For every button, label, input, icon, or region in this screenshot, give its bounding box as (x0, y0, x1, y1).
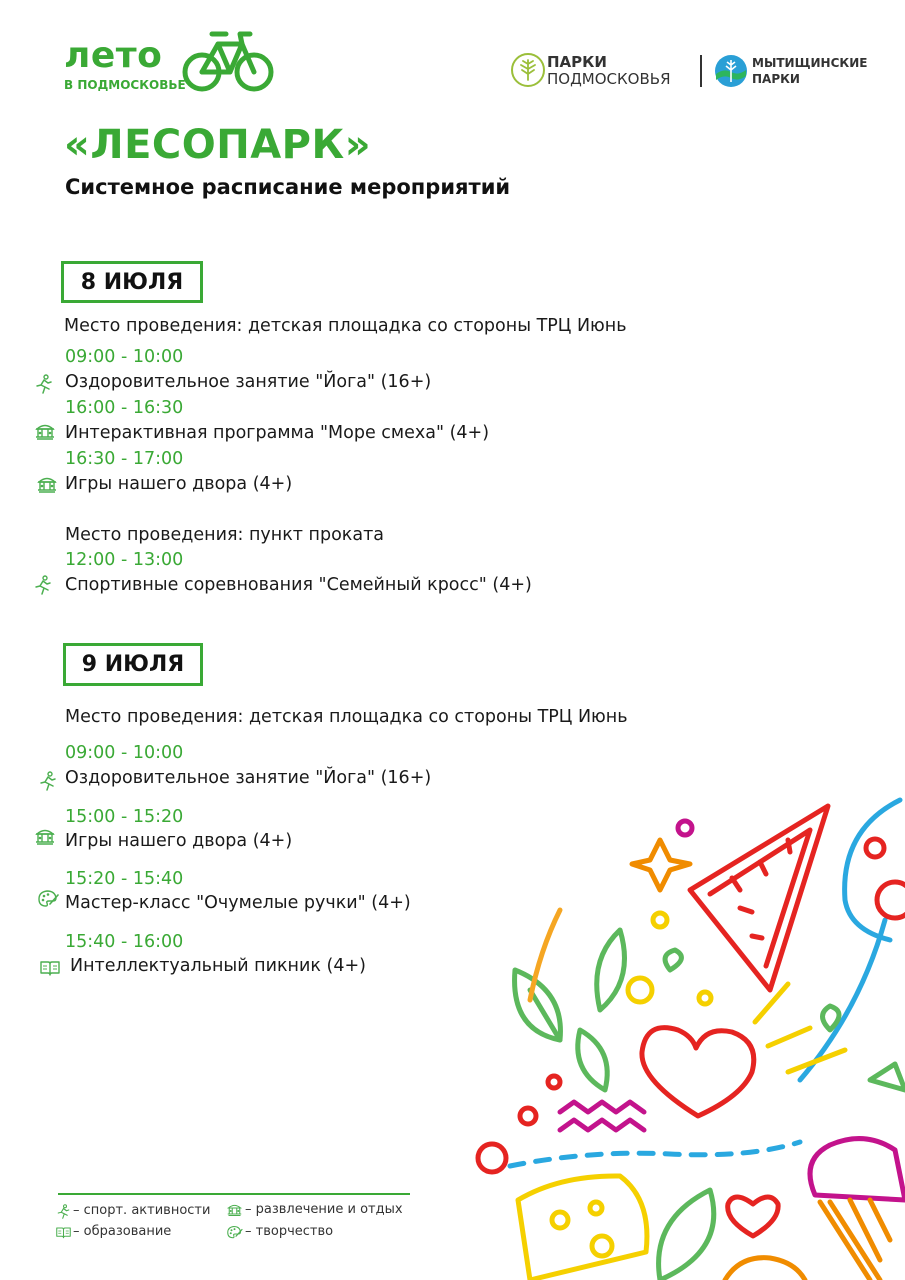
event-title: Игры нашего двора (4+) (65, 831, 293, 851)
leto-logo-word: лето (64, 35, 163, 76)
event-time: 15:40 - 16:00 (65, 932, 184, 952)
mytishchi-logo-line2: ПАРКИ (752, 72, 800, 86)
sport-icon (33, 374, 55, 394)
sport-icon (55, 1204, 72, 1219)
parks-logo-line2: ПОДМОСКОВЬЯ (547, 70, 671, 88)
entertainment-icon (34, 826, 56, 846)
event-title: Интерактивная программа "Море смеха" (4+) (65, 423, 490, 443)
bicycle-icon (180, 28, 276, 94)
event-title: Мастер-класс "Очумелые ручки" (4+) (65, 893, 411, 913)
event-time: 16:00 - 16:30 (65, 398, 184, 418)
entertainment-icon (36, 474, 58, 494)
page-subtitle: Системное расписание мероприятий (65, 175, 511, 199)
event-time: 15:00 - 15:20 (65, 807, 184, 827)
event-title: Оздоровительное занятие "Йога" (16+) (65, 372, 432, 392)
entertainment-icon (34, 421, 56, 441)
venue-text: Место проведения: пункт проката (65, 525, 384, 545)
venue-text: Место проведения: детская площадка со стороны ТРЦ Июнь (65, 707, 628, 727)
entertainment-icon (226, 1202, 243, 1217)
sport-icon (32, 575, 54, 595)
legend-sport-text: – спорт. активности (73, 1203, 211, 1218)
legend-education-text: – образование (73, 1224, 172, 1239)
event-time: 09:00 - 10:00 (65, 347, 184, 367)
creativity-icon (37, 889, 59, 909)
event-time: 15:20 - 15:40 (65, 869, 184, 889)
event-title: Игры нашего двора (4+) (65, 474, 293, 494)
event-title: Интеллектуальный пикник (4+) (70, 956, 366, 976)
event-title: Спортивные соревнования "Семейный кросс" (4+) (65, 575, 532, 595)
page-title: «ЛЕСОПАРК» (64, 122, 372, 168)
event-title: Оздоровительное занятие "Йога" (16+) (65, 768, 432, 788)
day-label: 8 ИЮЛЯ (80, 269, 184, 295)
education-icon (39, 958, 61, 978)
parks-logo-line1: ПАРКИ (547, 53, 607, 71)
leto-logo-subtitle: В ПОДМОСКОВЬЕ (64, 78, 186, 92)
day-label-box (63, 643, 203, 686)
logo-divider (700, 55, 702, 87)
creativity-icon (226, 1225, 243, 1240)
legend-divider (58, 1193, 410, 1195)
mytishchi-logo-line1: МЫТИЩИНСКИЕ (752, 56, 868, 70)
event-time: 12:00 - 13:00 (65, 550, 184, 570)
parks-podmoskovya-logo-icon (510, 52, 546, 88)
legend-creativity-text: – творчество (245, 1224, 334, 1239)
event-time: 16:30 - 17:00 (65, 449, 184, 469)
legend-entertainment-text: – развлечение и отдых (245, 1202, 403, 1217)
day-label-box (61, 261, 203, 303)
education-icon (55, 1225, 72, 1240)
decorative-food-illustration (470, 790, 905, 1280)
day-label: 9 ИЮЛЯ (81, 652, 185, 677)
mytishchi-parks-logo-icon (714, 54, 748, 88)
event-time: 09:00 - 10:00 (65, 743, 184, 763)
sport-icon (37, 771, 59, 791)
venue-text: Место проведения: детская площадка со стороны ТРЦ Июнь (64, 316, 627, 336)
